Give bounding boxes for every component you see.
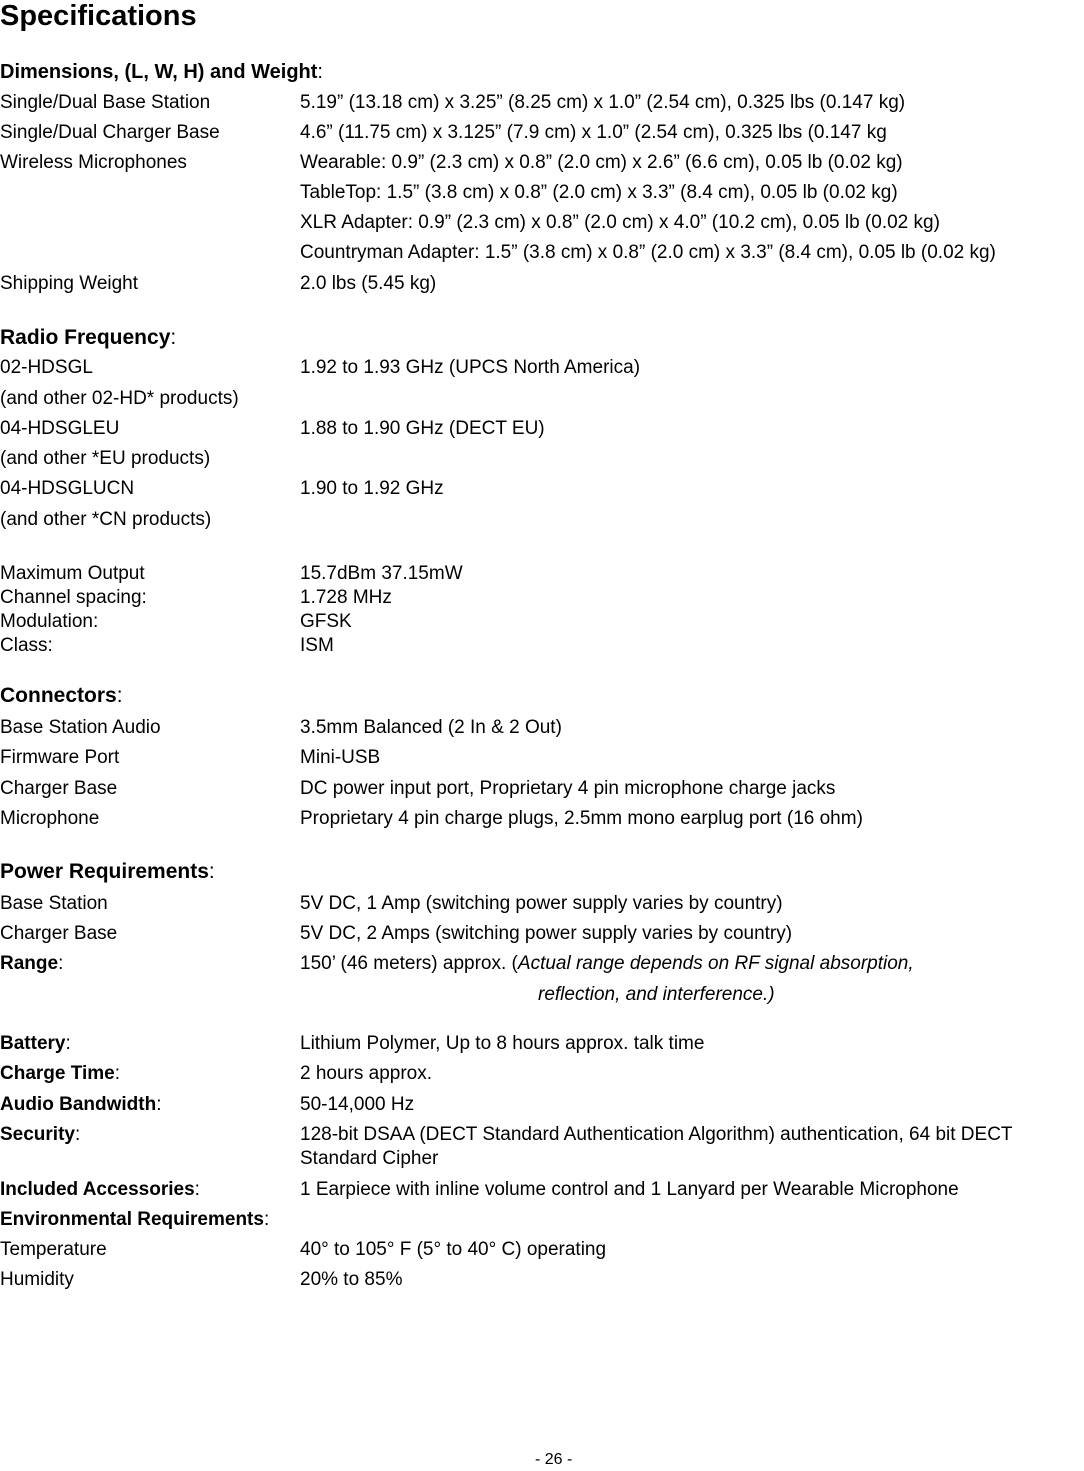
power-heading: Power Requirements:: [0, 860, 215, 883]
spec-value: Proprietary 4 pin charge plugs, 2.5mm mono earplug port (16 ohm): [300, 808, 863, 829]
spec-label: Battery:: [0, 1033, 71, 1054]
spec-label: Single/Dual Base Station: [0, 92, 211, 113]
spec-value: 40° to 105° F (5° to 40° C) operating: [300, 1239, 607, 1260]
spec-value: Countryman Adapter: 1.5” (3.8 cm) x 0.8” (2.0 cm) x 3.3” (8.4 cm), 0.05 lb (0.02 kg): [300, 242, 996, 263]
spec-value: 1.728 MHz: [300, 587, 392, 608]
spec-label: Humidity: [0, 1269, 74, 1290]
spec-label: Audio Bandwidth:: [0, 1094, 162, 1115]
spec-label: Firmware Port: [0, 747, 120, 768]
spec-label: Charge Time:: [0, 1063, 121, 1084]
spec-label: Class:: [0, 635, 53, 656]
page-number: - 26 -: [535, 1451, 573, 1468]
spec-label: (and other 02-HD* products): [0, 388, 239, 409]
spec-value: 5V DC, 1 Amp (switching power supply varies by country): [300, 893, 783, 914]
spec-value: ISM: [300, 635, 334, 656]
spec-value: Wearable: 0.9” (2.3 cm) x 0.8” (2.0 cm) x 2.6” (6.6 cm), 0.05 lb (0.02 kg): [300, 152, 903, 173]
spec-value: 2.0 lbs (5.45 kg): [300, 273, 437, 294]
spec-value: 128-bit DSAA (DECT Standard Authentication Algorithm) authentication, 64 bit DECT: [300, 1124, 1013, 1145]
connectors-heading: Connectors:: [0, 684, 123, 707]
spec-value: 50-14,000 Hz: [300, 1094, 415, 1115]
spec-value: 2 hours approx.: [300, 1063, 433, 1084]
spec-value: TableTop: 1.5” (3.8 cm) x 0.8” (2.0 cm) x 3.3” (8.4 cm), 0.05 lb (0.02 kg): [300, 182, 898, 203]
spec-label: Shipping Weight: [0, 273, 139, 294]
dimensions-heading: Dimensions, (L, W, H) and Weight:: [0, 61, 323, 83]
spec-label: Wireless Microphones: [0, 152, 187, 173]
spec-value: 1.90 to 1.92 GHz: [300, 478, 444, 499]
spec-label: 04-HDSGLUCN: [0, 478, 135, 499]
spec-value: 15.7dBm 37.15mW: [300, 563, 463, 584]
spec-label: Temperature: [0, 1239, 107, 1260]
spec-value: Standard Cipher: [300, 1148, 439, 1169]
spec-value: 1.88 to 1.90 GHz (DECT EU): [300, 418, 545, 439]
radio-heading: Radio Frequency:: [0, 326, 177, 349]
spec-value: 5V DC, 2 Amps (switching power supply varies by country): [300, 923, 793, 944]
environmental-heading: Environmental Requirements:: [0, 1209, 270, 1230]
spec-label: Included Accessories:: [0, 1179, 200, 1200]
spec-value: Lithium Polymer, Up to 8 hours approx. talk time: [300, 1033, 705, 1054]
spec-label: 04-HDSGLEU: [0, 418, 120, 439]
spec-value: XLR Adapter: 0.9” (2.3 cm) x 0.8” (2.0 cm) x 4.0” (10.2 cm), 0.05 lb (0.02 kg): [300, 212, 940, 233]
range-label: Range:: [0, 953, 64, 974]
spec-label: Microphone: [0, 808, 100, 829]
spec-value: Mini-USB: [300, 747, 381, 768]
spec-label: Charger Base: [0, 778, 118, 799]
spec-label: Channel spacing:: [0, 587, 147, 608]
spec-label: Security:: [0, 1124, 81, 1145]
spec-label: Modulation:: [0, 611, 99, 632]
range-value: 150’ (46 meters) approx. (Actual range depends on RF signal absorption,: [300, 953, 914, 974]
spec-value: DC power input port, Proprietary 4 pin microphone charge jacks: [300, 778, 836, 799]
spec-value: 5.19” (13.18 cm) x 3.25” (8.25 cm) x 1.0” (2.54 cm), 0.325 lbs (0.147 kg): [300, 92, 906, 113]
spec-label: (and other *EU products): [0, 448, 211, 469]
spec-label: Base Station Audio: [0, 717, 161, 738]
spec-label: (and other *CN products): [0, 509, 212, 530]
range-value-continued: reflection, and interference.): [538, 984, 775, 1005]
spec-value: 1.92 to 1.93 GHz (UPCS North America): [300, 357, 641, 378]
spec-value: GFSK: [300, 611, 352, 632]
page-title: Specifications: [0, 0, 197, 32]
spec-label: Charger Base: [0, 923, 118, 944]
spec-label: 02-HDSGL: [0, 357, 93, 378]
spec-label: Maximum Output: [0, 563, 145, 584]
spec-label: Single/Dual Charger Base: [0, 122, 220, 143]
spec-label: Base Station: [0, 893, 108, 914]
spec-value: 4.6” (11.75 cm) x 3.125” (7.9 cm) x 1.0” (2.54 cm), 0.325 lbs (0.147 kg: [300, 122, 887, 143]
spec-value: 1 Earpiece with inline volume control and 1 Lanyard per Wearable Microphone: [300, 1179, 959, 1200]
spec-value: 3.5mm Balanced (2 In & 2 Out): [300, 717, 562, 738]
spec-value: 20% to 85%: [300, 1269, 403, 1290]
